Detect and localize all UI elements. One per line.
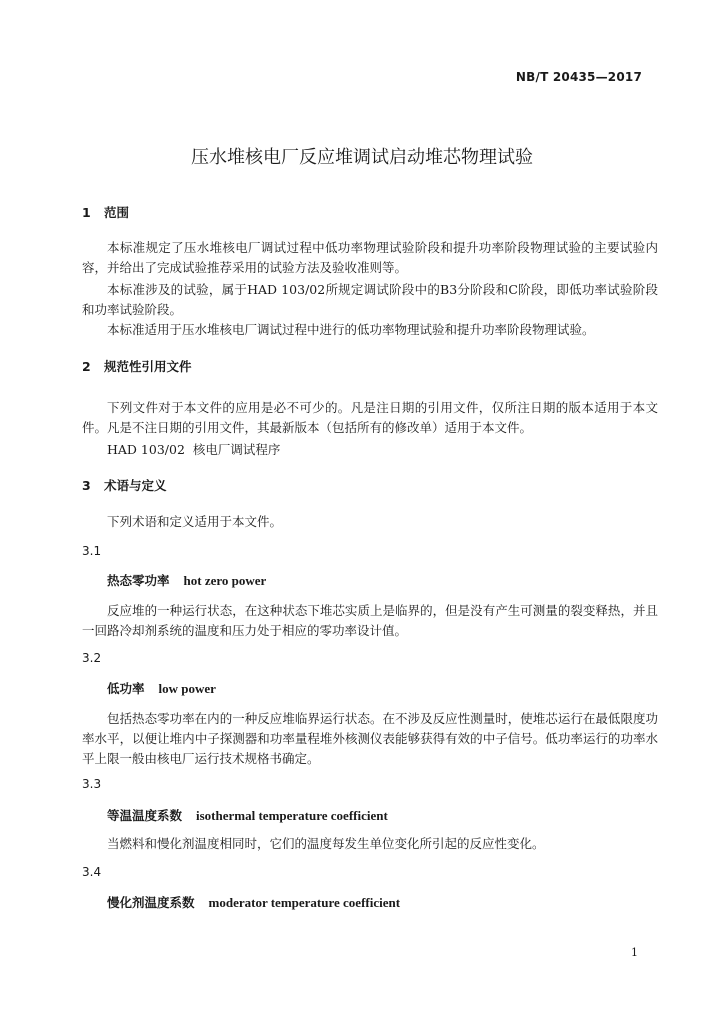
section-heading-2 (82, 357, 192, 375)
term-heading (107, 893, 400, 911)
term-definition: 反应堆的一种运行状态，在这种状态下堆芯实质上是临界的，但是没有产生可测量的裂变释热，并且一回路冷却剂系统的温度和压力处于相应的零功率设计值。 (82, 603, 658, 638)
term-zh: 低功率 (107, 681, 145, 696)
term-heading (107, 679, 216, 697)
section-title: 术语与定义 (104, 478, 167, 493)
reference-title: 核电厂调试程序 (192, 442, 281, 457)
section-heading-3 (82, 476, 167, 494)
reference-code: HAD 103/02 (107, 442, 185, 457)
section-number: 3 (82, 478, 91, 493)
section-heading-1 (82, 203, 129, 221)
term-en: isothermal temperature coefficient (196, 808, 388, 823)
paragraph: 下列文件对于本文件的应用是必不可少的。凡是注日期的引用文件，仅所注日期的版本适用于本文件。凡是不注日期的引用文件，其最新版本（包括所有的修改单）适用于本文件。 (82, 400, 658, 435)
document-title: 压水堆核电厂反应堆调试启动堆芯物理试验 (191, 147, 533, 168)
paragraph: 本标准涉及的试验，属于HAD 103/02所规定调试阶段中的B3分阶段和C阶段，即低功率试验阶段和功率试验阶段。 (82, 282, 658, 317)
term-number: 3.1 (82, 544, 102, 558)
paragraph: 本标准规定了压水堆核电厂调试过程中低功率物理试验阶段和提升功率阶段物理试验的主要试验内容，并给出了完成试验推荐采用的试验方法及验收准则等。 (82, 240, 658, 275)
section-title: 范围 (104, 205, 130, 220)
term-en: hot zero power (183, 573, 267, 588)
term-en: moderator temperature coefficient (208, 895, 401, 910)
reference-item (107, 440, 280, 458)
term-number: 3.4 (82, 865, 102, 879)
term-zh: 等温温度系数 (107, 808, 183, 823)
term-zh: 热态零功率 (107, 573, 170, 588)
section-number: 2 (82, 359, 91, 374)
term-definition: 包括热态零功率在内的一种反应堆临界运行状态。在不涉及反应性测量时，使堆芯运行在最低限度功率水平，以便让堆内中子探测器和功率量程堆外核测仪表能够获得有效的中子信号。低功率运行的功率水平上限一般由核电厂运行技术规格书确定。 (82, 711, 658, 766)
paragraph: 下列术语和定义适用于本文件。 (107, 514, 283, 529)
term-en: low power (158, 681, 216, 696)
standard-code: NB/T 20435—2017 (515, 70, 642, 84)
paragraph: 本标准适用于压水堆核电厂调试过程中进行的低功率物理试验和提升功率阶段物理试验。 (107, 322, 595, 337)
term-number: 3.3 (82, 777, 102, 791)
term-number: 3.2 (82, 651, 102, 665)
term-heading (107, 806, 388, 824)
section-number: 1 (82, 205, 91, 220)
section-title: 规范性引用文件 (104, 359, 192, 374)
page-number: 1 (631, 946, 638, 959)
term-definition: 当燃料和慢化剂温度相同时，它们的温度每发生单位变化所引起的反应性变化。 (107, 836, 545, 851)
term-heading (107, 571, 266, 589)
term-zh: 慢化剂温度系数 (107, 895, 195, 910)
